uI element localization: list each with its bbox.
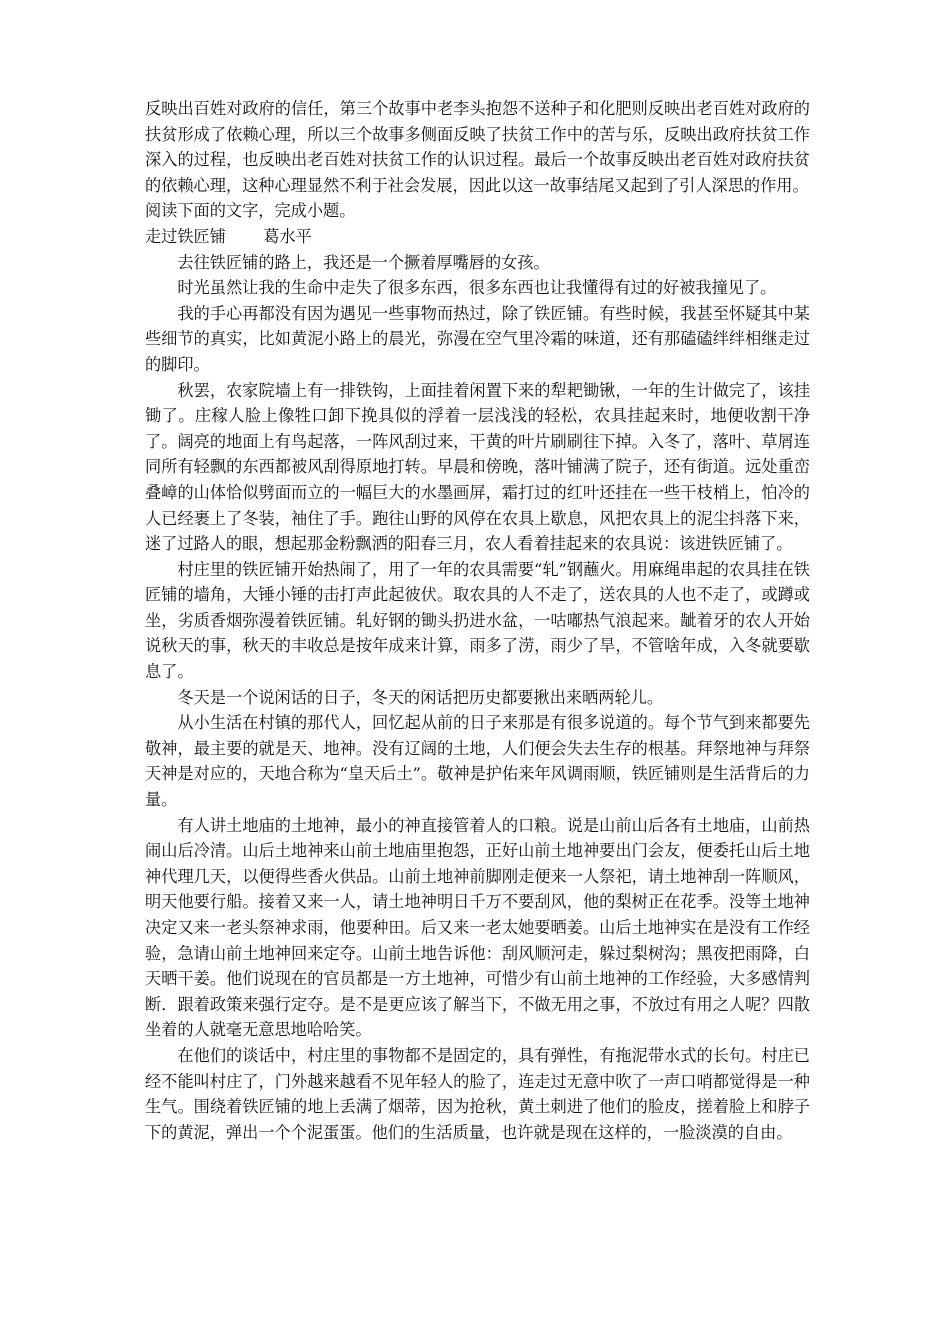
- article-paragraph: 去往铁匠铺的路上，我还是一个撅着厚嘴唇的女孩。: [177, 252, 550, 272]
- article-author: 葛水平: [263, 226, 312, 246]
- article-paragraph: 从小生活在村镇的那代人，回忆起从前的日子来那是有很多说道的。每个节气到来都要先敬神，最主要的就是天、地神。没有辽阔的土地，人们便会失去生存的根基。拜祭地神与拜祭天神是对应的，天地合称为“皇天后土”。敬神是护佑来年风调雨顺，铁匠铺则是生活背后的力量。: [145, 713, 810, 810]
- article-paragraph: 秋罢，农家院墙上有一排铁钩，上面挂着闲置下来的犁耙锄锹，一年的生计做完了，该挂锄了。庄稼人脸上像牲口卸下挽具似的浮着一层浅浅的轻松，农具挂起来时，地便收割干净了。阔亮的地面上有鸟起落，一阵风刮过来，干黄的叶片刷刷往下掉。入冬了，落叶、草屑连同所有轻飘的东西都被风刮得原地打转。早晨和傍晚，落叶铺满了院子，还有街道。远处重峦叠嶂的山体恰似劈面而立的一幅巨大的水墨画屏，霜打过的红叶还挂在一些干枝梢上，怕冷的人已经裹上了冬装，袖住了手。跑往山野的风停在农具上歇息，风把农具上的泥尘抖落下来，迷了过路人的眼，想起那金粉飘洒的阳春三月，农人看着挂起来的农具说：该进铁匠铺了。: [145, 380, 810, 554]
- article-paragraph: 在他们的谈话中，村庄里的事物都不是固定的，具有弹性，有拖泥带水式的长句。村庄已经不能叫村庄了，门外越来越看不见年轻人的脸了，连走过无意中吹了一声口哨都觉得是一种生气。围绕着铁匠铺的地上丢满了烟蒂，因为抢秋，黄土刺进了他们的脸皮，搓着脸上和脖子下的黄泥，弹出一个个泥蛋蛋。他们的生活质量，也许就是现在这样的，一脸淡漠的自由。: [145, 1045, 810, 1142]
- intro-paragraph: 反映出百姓对政府的信任，第三个故事中老李头抱怨不送种子和化肥则反映出老百姓对政府的扶贫形成了依赖心理，所以三个故事多侧面反映了扶贫工作中的苦与乐，反映出政府扶贫工作深入的过程，也反映出老百姓对扶贫工作的认识过程。最后一个故事反映出老百姓对政府扶贫的依赖心理，这种心理显然不利于社会发展，因此以这一故事结尾又起到了引人深思的作用。: [145, 99, 810, 195]
- document-page: [145, 96, 810, 1145]
- article-paragraph: 我的手心再都没有因为遇见一些事物而热过，除了铁匠铺。有些时候，我甚至怀疑其中某些细节的真实，比如黄泥小路上的晨光，弥漫在空气里冷霜的味道，还有那磕磕绊绊相继走过的脚印。: [145, 303, 810, 374]
- article-paragraph: 有人讲土地庙的土地神，最小的神直接管着人的口粮。说是山前山后各有土地庙，山前热闹山后冷清。山后土地神来山前土地庙里抱怨，正好山前土地神要出门会友，便委托山后土地神代理几天，以便得些香火供品。山前土地神前脚刚走便来一人祭祀，请土地神刮一阵顺风，明天他要行船。接着又来一人，请土地神明日千万不要刮风，他的梨树正在花季。没等土地神决定又来一老头祭神求雨，他要种田。后又来一老太她要晒姜。山后土地神实在是没有工作经验，急请山前土地神回来定夺。山前土地告诉他：刮风顺河走，躲过梨树沟；黑夜把雨降，白天晒干姜。他们说现在的官员都是一方土地神，可惜少有山前土地神的工作经验，大多感情判断．跟着政策来强行定夺。是不是更应该了解当下，不做无用之事，不放过有用之人呢？四散坐着的人就毫无意思地哈哈笑。: [145, 815, 810, 1040]
- article-paragraph: 时光虽然让我的生命中走失了很多东西，很多东西也让我懂得有过的好被我撞见了。: [177, 278, 777, 298]
- article-heading: [145, 224, 810, 250]
- article-title: 走过铁匠铺: [145, 226, 226, 246]
- reading-instruction: 阅读下面的文字，完成小题。: [145, 201, 356, 221]
- article-paragraph: 冬天是一个说闲话的日子，冬天的闲话把历史都要揪出来晒两轮儿。: [177, 687, 664, 707]
- article-paragraph: 村庄里的铁匠铺开始热闹了，用了一年的农具需要“轧”钢蘸火。用麻绳串起的农具挂在铁匠铺的墙角，大锤小锤的击打声此起彼伏。取农具的人不走了，送农具的人也不走了，或蹲或坐，劣质香烟弥漫着铁匠铺。轧好钢的锄头扔进水盆，一咕嘟热气浪起来。龇着牙的农人开始说秋天的事，秋天的丰收总是按年成来计算，雨多了涝，雨少了旱，不管啥年成，入冬就要歇息了。: [145, 559, 810, 682]
